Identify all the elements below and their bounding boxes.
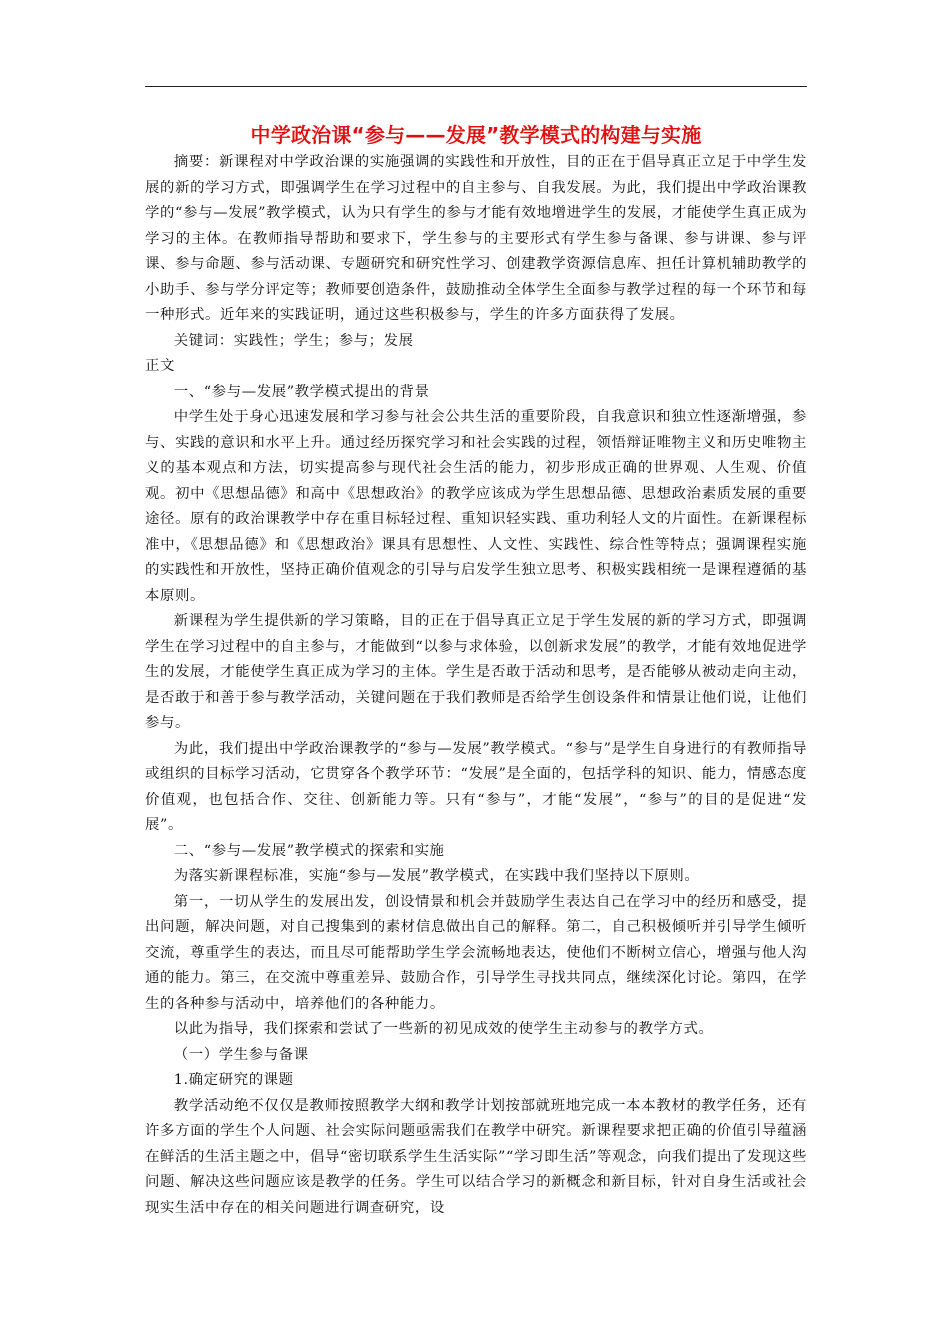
section1-paragraph-2: 新课程为学生提供新的学习策略，目的正在于倡导真正立足于学生发展的新的学习方式，即强调学生在学习过程中的自主参与，才能做到“以参与求体验，以创新求发展”的教学，才能有效地促进学生的发展，才能使学生真正成为学习的主体。学生是否敢于活动和思考，是否能够从被动走向主动，是否敢于和善于参与教学活动，关键问题在于我们教师是否给学生创设条件和情景让他们说，让他们参与。 [145,613,807,731]
section2-paragraph-1: 为落实新课程标准，实施“参与—发展”教学模式，在实践中我们坚持以下原则。 [173,868,700,884]
section2-paragraph-2: 第一，一切从学生的发展出发，创设情景和机会并鼓励学生表达自己在学习中的经历和感受，提出问题，解决问题，对自己搜集到的素材信息做出自己的解释。第二，自己积极倾听并引导学生倾听交流，尊重学生的表达，而且尽可能帮助学生学会流畅地表达，使他们不断树立信心，增强与他人沟通的能力。第三，在交流中尊重差异、鼓励合作，引导学生寻找共同点，继续深化讨论。第四，在学生的各种参与活动中，培养他们的各种能力。 [145,893,807,1012]
header-rule [145,86,807,87]
section1-paragraph-1: 中学生处于身心迅速发展和学习参与社会公共生活的重要阶段，自我意识和独立性逐渐增强，参与、实践的意识和水平上升。通过经历探究学习和社会实践的过程，领悟辩证唯物主义和历史唯物主义的基本观点和方法，切实提高参与现代社会生活的能力，初步形成正确的世界观、人生观、价值观。初中《思想品德》和高中《思想政治》的教学应该成为学生思想品德、思想政治素质发展的重要途径。原有的政治课教学中存在重目标轻过程、重知识轻实践、重功利轻人文的片面性。在新课程标准中，《思想品德》和《思想政治》课具有思想性、人文性、实践性、综合性等特点；强调课程实施的实践性和开放性，坚持正确价值观念的引导与启发学生独立思考、积极实践相统一是课程遵循的基本原则。 [145,409,807,604]
document-title: 中学政治课“参与——发展”教学模式的构建与实施 [250,123,702,147]
subsection-item-1: 1.确定研究的课题 [173,1072,294,1088]
section2-paragraph-3: 以此为指导，我们探索和尝试了一些新的初见成效的使学生主动参与的教学方式。 [173,1021,714,1037]
subsection-heading-1: （一）学生参与备课 [173,1046,309,1063]
body-label: 正文 [145,358,175,374]
subsection1-paragraph-1: 教学活动绝不仅仅是教师按照教学大纲和教学计划按部就班地完成一本本教材的教学任务，还有许多方面的学生个人问题、社会实际问题亟需我们在教学中研究。新课程要求把正确的价值引导蕴涵在鲜活的生活主题之中，倡导“密切联系学生生活实际”“学习即生活”等观念，向我们提出了发现这些问题、解决这些问题应该是教学的任务。学生可以结合学习的新概念和新目标，针对自身生活或社会现实生活中存在的相关问题进行调查研究，设 [145,1097,807,1216]
document-body [145,120,807,1221]
keywords-line: 关键词：实践性；学生；参与；发展 [173,332,414,349]
section1-paragraph-3: 为此，我们提出中学政治课教学的“参与—发展”教学模式。“参与”是学生自身进行的有教师指导或组织的目标学习活动，它贯穿各个教学环节：“发展”是全面的，包括学科的知识、能力，情感态度价值观，也包括合作、交往、创新能力等。只有“参与”，才能“发展”，“参与”的目的是促进“发展”。 [145,740,807,833]
abstract-paragraph: 摘要：新课程对中学政治课的实施强调的实践性和开放性，目的正在于倡导真正立足于中学生发展的新的学习方式，即强调学生在学习过程中的自主参与、自我发展。为此，我们提出中学政治课教学的“参与—发展”教学模式，认为只有学生的参与才能有效地增进学生的发展，才能使学生真正成为学习的主体。在教师指导帮助和要求下，学生参与的主要形式有学生参与备课、参与讲课、参与评课、参与命题、参与活动课、专题研究和研究性学习、创建教学资源信息库、担任计算机辅助教学的小助手、参与学分评定等；教师要创造条件，鼓励推动全体学生全面参与教学过程的每一个环节和每一种形式。近年来的实践证明，通过这些积极参与，学生的许多方面获得了发展。 [145,154,807,323]
section-heading-1: 一、“参与—发展”教学模式提出的背景 [173,383,430,400]
section-heading-2: 二、“参与—发展”教学模式的探索和实施 [173,842,445,859]
